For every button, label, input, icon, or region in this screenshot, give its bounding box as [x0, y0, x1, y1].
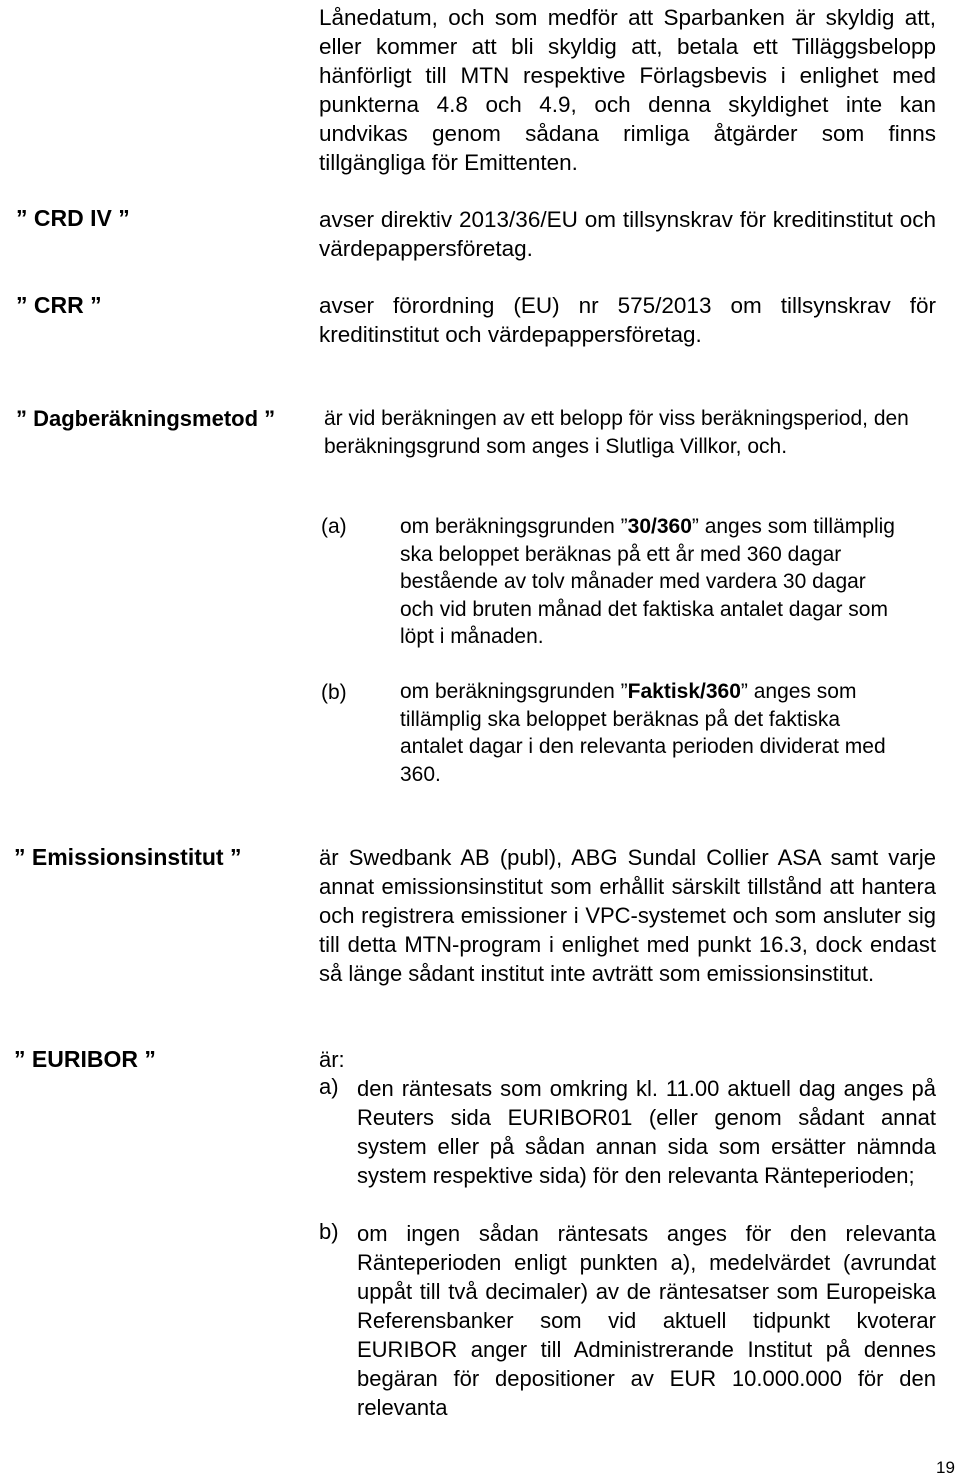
definition-dagberakningsmetod: är vid beräkningen av ett belopp för viss beräkningsperiod, den beräkningsgrund som anges i Slutliga Villkor, och. — [324, 407, 909, 458]
item-text-a — [400, 513, 900, 651]
definition-crr: avser förordning (EU) nr 575/2013 om tillsynskrav för kreditinstitut och värdepappersföretag. — [319, 293, 936, 347]
euribor-intro: är: — [319, 1047, 345, 1072]
intro-paragraph: Lånedatum, och som medför att Sparbanken är skyldig att, eller kommer att bli skyldig att, betala ett Tilläggsbelopp hänförligt till MTN respektive Förlagsbevis i enlighet med punkterna 4.8 och 4.9, och denna skyldighet inte kan undvikas genom sådana rimliga åtgärder som finns tillgängliga för Emittenten. — [319, 5, 936, 175]
term-emissionsinstitut: ” Emissionsinstitut ” — [14, 844, 242, 870]
term-euribor: ” EURIBOR ” — [14, 1046, 156, 1072]
definition-emissionsinstitut: är Swedbank AB (publ), ABG Sundal Collier ASA samt varje annat emissionsinstitut som erhållit särskilt tillstånd att hantera och registrera emissioner i VPC-systemet och som ansluter sig till detta MTN-program i enlighet med punkt 16.3, dock endast så länge sådant institut inte avträtt som emissionsinstitut. — [319, 845, 936, 986]
definition-crd-iv: avser direktiv 2013/36/EU om tillsynskrav för kreditinstitut och värdepappersföretag. — [319, 207, 936, 261]
term-dagberakningsmetod: ” Dagberäkningsmetod ” — [16, 406, 276, 431]
euribor-item-label-b: b) — [319, 1219, 339, 1244]
item-a-bold: 30/360 — [627, 515, 692, 538]
item-b-bold: Faktisk/360 — [627, 680, 741, 703]
item-label-b: (b) — [321, 681, 347, 704]
term-crr: ” CRR ” — [16, 292, 102, 318]
term-crd-iv: ” CRD IV ” — [16, 205, 130, 231]
item-b-pre: om beräkningsgrunden ” — [400, 680, 628, 703]
page-number: 19 — [936, 1458, 955, 1477]
item-text-b — [400, 678, 900, 788]
item-b-post: ” anges som tillämplig ska beloppet beräknas på det faktiska antalet dagar i den relevanta perioden dividerat med 360. — [400, 680, 886, 786]
euribor-item-text-a: den räntesats som omkring kl. 11.00 aktuell dag anges på Reuters sida EURIBOR01 (eller genom sådant annat system eller på sådan annan sida som ersätter nämnda system respektive sida) för den relevanta Ränteperioden; — [357, 1076, 936, 1188]
item-label-a: (a) — [321, 515, 347, 538]
item-a-pre: om beräkningsgrunden ” — [400, 515, 628, 538]
euribor-item-text-b: om ingen sådan räntesats anges för den relevanta Ränteperioden enligt punkten a), medelvärdet (avrundat uppåt till två decimaler) av de räntesatser som Europeiska Referensbanker som vid aktuell tidpunkt kvoterar EURIBOR anger till Administrerande Institut på dennes begäran för depositioner av EUR 10.000.000 för den relevanta — [357, 1221, 936, 1420]
item-a-post: ” anges som tillämplig ska beloppet beräknas på ett år med 360 dagar bestående av tolv månader med vardera 30 dagar och vid bruten månad det faktiska antalet dagar som löpt i månaden. — [400, 515, 895, 648]
euribor-item-label-a: a) — [319, 1074, 339, 1099]
